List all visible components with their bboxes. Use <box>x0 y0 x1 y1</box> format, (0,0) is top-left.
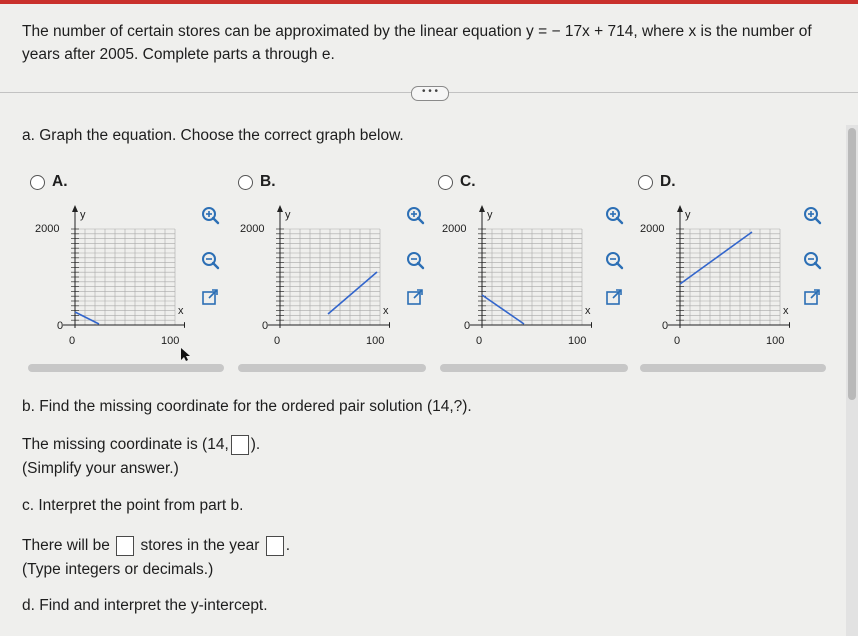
x-origin-label: 0 <box>674 335 681 347</box>
y-axis-arrow <box>479 205 485 212</box>
radio-button[interactable] <box>438 175 453 190</box>
x-tick-label: 100 <box>366 335 385 347</box>
option-b[interactable] <box>238 173 276 191</box>
y-tick-label: 2000 <box>240 223 265 235</box>
answer-prefix: The missing coordinate is (14, <box>22 436 229 454</box>
part-d-prompt: d. Find and interpret the y-intercept. <box>22 597 268 614</box>
mouse-cursor-icon <box>180 347 190 362</box>
part-b-prompt: b. Find the missing coordinate for the ordered pair solution (14,?). <box>22 398 472 415</box>
popout-icon[interactable] <box>200 287 220 307</box>
graph-line <box>482 295 524 324</box>
popout-icon[interactable] <box>604 287 624 307</box>
part-b-hint: (Simplify your answer.) <box>22 460 179 477</box>
zoom-in-icon[interactable] <box>200 205 220 225</box>
zoom-out-icon[interactable] <box>604 250 624 270</box>
sentence-part-1: There will be <box>22 537 110 555</box>
graph-line <box>328 272 377 314</box>
sentence-part-2: stores in the year <box>140 537 260 555</box>
answer-suffix: ). <box>250 436 261 454</box>
x-origin-label: 0 <box>274 335 281 347</box>
graph-a <box>35 200 185 350</box>
part-c-hint: (Type integers or decimals.) <box>22 561 214 578</box>
x-tick-label: 100 <box>161 335 180 347</box>
x-axis-arrow <box>184 322 185 328</box>
popout-icon[interactable] <box>405 287 425 307</box>
missing-coordinate-input[interactable] <box>231 435 249 455</box>
zoom-out-icon[interactable] <box>200 250 220 270</box>
option-label: B. <box>260 173 276 190</box>
radio-button[interactable] <box>30 175 45 190</box>
zoom-in-icon[interactable] <box>802 205 822 225</box>
option-label: C. <box>460 173 476 190</box>
zoom-out-icon[interactable] <box>802 250 822 270</box>
stores-count-input[interactable] <box>116 536 134 556</box>
problem-line-2: years after 2005. Complete parts a through e. <box>22 46 335 63</box>
y-axis-arrow <box>677 205 683 212</box>
y-axis-arrow <box>277 205 283 212</box>
zero-label: 0 <box>57 320 64 332</box>
y-tick-label: 2000 <box>35 223 60 235</box>
more-button[interactable]: • • • <box>411 86 449 101</box>
x-tick-label: 100 <box>766 335 785 347</box>
part-a-prompt: a. Graph the equation. Choose the correct graph below. <box>22 127 404 144</box>
zoom-in-icon[interactable] <box>405 205 425 225</box>
x-origin-label: 0 <box>476 335 483 347</box>
option-d-bar[interactable] <box>640 364 826 372</box>
problem-statement <box>22 20 834 66</box>
graph-b <box>240 200 390 350</box>
x-tick-label: 100 <box>568 335 587 347</box>
y-axis-label: y <box>685 209 691 221</box>
sentence-part-3: . <box>285 537 291 555</box>
top-accent-bar <box>0 0 858 4</box>
zero-label: 0 <box>464 320 471 332</box>
option-c-bar[interactable] <box>440 364 628 372</box>
part-c-prompt: c. Interpret the point from part b. <box>22 497 244 514</box>
y-axis-label: y <box>285 209 291 221</box>
x-origin-label: 0 <box>69 335 76 347</box>
x-axis-label: x <box>178 305 184 317</box>
part-b-answer-line <box>22 435 260 455</box>
zoom-in-icon[interactable] <box>604 205 624 225</box>
x-axis-label: x <box>585 305 591 317</box>
option-a[interactable] <box>30 173 68 191</box>
zoom-out-icon[interactable] <box>405 250 425 270</box>
x-axis-label: x <box>383 305 389 317</box>
y-tick-label: 2000 <box>640 223 665 235</box>
radio-button[interactable] <box>638 175 653 190</box>
radio-button[interactable] <box>238 175 253 190</box>
option-a-bar[interactable] <box>28 364 224 372</box>
x-axis-arrow <box>789 322 790 328</box>
y-axis-arrow <box>72 205 78 212</box>
zero-label: 0 <box>262 320 269 332</box>
year-input[interactable] <box>266 536 284 556</box>
zero-label: 0 <box>662 320 669 332</box>
option-label: D. <box>660 173 676 190</box>
option-d[interactable] <box>638 173 676 191</box>
option-label: A. <box>52 173 68 190</box>
x-axis-label: x <box>783 305 789 317</box>
part-c-answer-line <box>22 536 290 556</box>
x-axis-arrow <box>389 322 390 328</box>
graph-c <box>442 200 592 350</box>
popout-icon[interactable] <box>802 287 822 307</box>
option-c[interactable] <box>438 173 476 191</box>
option-b-bar[interactable] <box>238 364 426 372</box>
problem-line-1: The number of certain stores can be approximated by the linear equation y = − 17x + 714, where x is the number of <box>22 23 812 40</box>
y-axis-label: y <box>80 209 86 221</box>
graph-d <box>640 200 790 350</box>
x-axis-arrow <box>591 322 592 328</box>
graph-line <box>75 312 99 324</box>
y-tick-label: 2000 <box>442 223 467 235</box>
scrollbar-thumb[interactable] <box>848 128 856 400</box>
y-axis-label: y <box>487 209 493 221</box>
